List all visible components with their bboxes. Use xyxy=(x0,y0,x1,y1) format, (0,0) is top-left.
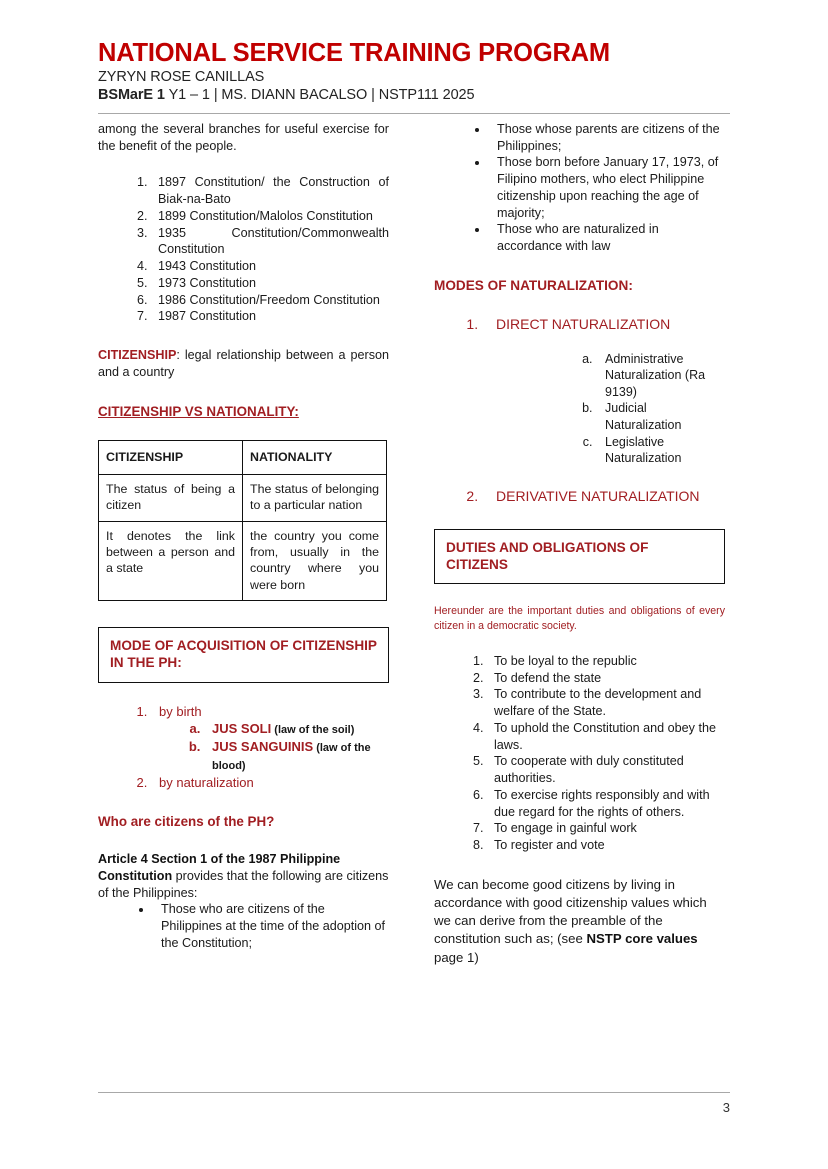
list-item: 4. 1943 Constitution xyxy=(151,258,389,275)
list-item: 3. To contribute to the development and welfare of the State. xyxy=(487,686,725,719)
closing-text-end: page 1) xyxy=(434,949,479,965)
jus-soli-gloss: (law of the soil) xyxy=(271,724,355,737)
citizenship-definition xyxy=(98,347,389,380)
citizens-bullet-list-continued xyxy=(434,121,725,255)
list-item xyxy=(482,315,725,487)
citizenship-vs-nationality-heading: CITIZENSHIP VS NATIONALITY: xyxy=(98,403,299,419)
citizenship-term: CITIZENSHIP xyxy=(98,348,177,363)
direct-naturalization-label: DIRECT NATURALIZATION xyxy=(496,315,671,332)
course-details: Y1 – 1 | MS. DIANN BACALSO | NSTP111 2025 xyxy=(164,86,475,103)
list-item: 3. 1935 Constitution/Commonwealth Constitution xyxy=(151,225,389,258)
table-row xyxy=(99,474,387,521)
article-text: provides that the following are citizens of the Philippines: xyxy=(98,868,389,900)
list-item: a. Administrative Naturalization (Ra 9139) xyxy=(596,351,725,401)
intro-paragraph: among the several branches for useful exercise for the benefit of the people. xyxy=(98,122,389,153)
page-title: NATIONAL SERVICE TRAINING PROGRAM xyxy=(98,39,610,67)
modes-of-naturalization-heading: MODES OF NATURALIZATION: xyxy=(434,277,633,293)
comparison-table xyxy=(98,440,387,601)
list-item: 2. To defend the state xyxy=(487,670,725,687)
list-item: c. Legislative Naturalization xyxy=(596,434,725,467)
jus-soli-term: JUS SOLI xyxy=(212,721,272,737)
list-item xyxy=(482,487,725,507)
document-header xyxy=(98,40,730,103)
list-item: 5. To cooperate with duly constituted authorities. xyxy=(487,753,725,786)
list-item: 1. To be loyal to the republic xyxy=(487,653,725,670)
table-cell: The status of belonging to a particular nation xyxy=(243,474,387,521)
closing-paragraph xyxy=(434,876,725,967)
direct-naturalization-sublist xyxy=(496,351,725,467)
who-are-citizens-heading: Who are citizens of the PH? xyxy=(98,814,275,830)
acquisition-sublist xyxy=(159,720,389,773)
table-cell: It denotes the link between a person and a state xyxy=(99,521,243,601)
citizenship-meaning: : legal relationship between a person and a country xyxy=(98,348,389,379)
list-item: • Those whose parents are citizens of the Philippines; xyxy=(489,121,725,154)
list-item: 7. To engage in gainful work xyxy=(487,820,725,837)
jus-sanguinis-term: JUS SANGUINIS xyxy=(212,739,314,755)
page-number: 3 xyxy=(722,1100,730,1115)
course-info xyxy=(98,87,730,104)
list-item: 4. To uphold the Constitution and obey the laws. xyxy=(487,720,725,753)
header-divider xyxy=(98,113,730,114)
duties-and-obligations-box: DUTIES AND OBLIGATIONS OF CITIZENS xyxy=(434,529,725,585)
author-name: ZYRYN ROSE CANILLAS xyxy=(98,69,265,86)
footer-divider xyxy=(98,1092,730,1093)
citizenship-vs-nationality-heading-wrap xyxy=(98,403,389,421)
table-cell: The status of being a citizen xyxy=(99,474,243,521)
constitutions-list xyxy=(98,174,389,325)
derivative-naturalization-label: DERIVATIVE NATURALIZATION xyxy=(496,487,700,504)
list-item: • Those born before January 17, 1973, of Filipino mothers, who elect Philippine citizenship upon reaching the age of majority; xyxy=(489,154,725,221)
nstp-core-values-reference: NSTP core values xyxy=(586,931,698,947)
acquisition-by-naturalization: by naturalization xyxy=(159,774,254,790)
list-item: 7. 1987 Constitution xyxy=(151,308,389,325)
mode-of-acquisition-box: MODE OF ACQUISITION OF CITIZENSHIP IN THE PH: xyxy=(98,627,389,683)
list-item xyxy=(204,720,389,738)
acquisition-list xyxy=(98,703,389,792)
list-item: 8. To register and vote xyxy=(487,837,725,854)
article-reference: Article 4 Section 1 of the 1987 Philippine Constitution xyxy=(98,852,341,883)
list-item: 6. To exercise rights responsibly and with due regard for the rights of others. xyxy=(487,787,725,820)
table-row xyxy=(99,521,387,601)
list-item: 6. 1986 Constitution/Freedom Constitution xyxy=(151,292,389,309)
table-cell: the country you come from, usually in the country where you were born xyxy=(243,521,387,601)
list-item xyxy=(151,774,389,792)
list-item: b. Judicial Naturalization xyxy=(596,400,725,433)
closing-text-start: We can become good citizens by living in accordance with good citizenship values which we can derive from the preamble of the constitution such as; (see xyxy=(434,876,707,947)
list-item: 2. 1899 Constitution/Malolos Constitution xyxy=(151,208,389,225)
duties-intro-text: Hereunder are the important duties and obligations of every citizen in a democratic society. xyxy=(434,605,725,632)
list-item: • Those who are naturalized in accordance with law xyxy=(489,221,725,254)
table-header-cell: CITIZENSHIP xyxy=(99,441,243,474)
list-item: 5. 1973 Constitution xyxy=(151,275,389,292)
naturalization-modes-list xyxy=(434,315,725,507)
list-item xyxy=(151,703,389,774)
table-header-row xyxy=(99,441,387,474)
acquisition-by-birth: by birth xyxy=(159,703,202,719)
course-code: BSMarE 1 xyxy=(98,86,165,103)
table-header-cell: NATIONALITY xyxy=(243,441,387,474)
citizens-bullet-list xyxy=(98,901,389,951)
article-paragraph xyxy=(98,851,389,901)
list-item: 1. 1897 Constitution/ the Construction of Biak-na-Bato xyxy=(151,174,389,207)
right-column xyxy=(434,121,725,967)
list-item: • Those who are citizens of the Philippines at the time of the adoption of the Constitution; xyxy=(153,901,389,951)
left-column xyxy=(98,121,389,952)
list-item xyxy=(204,738,389,773)
duties-list xyxy=(434,653,725,854)
jus-sanguinis-gloss: (law of the blood) xyxy=(212,742,371,772)
